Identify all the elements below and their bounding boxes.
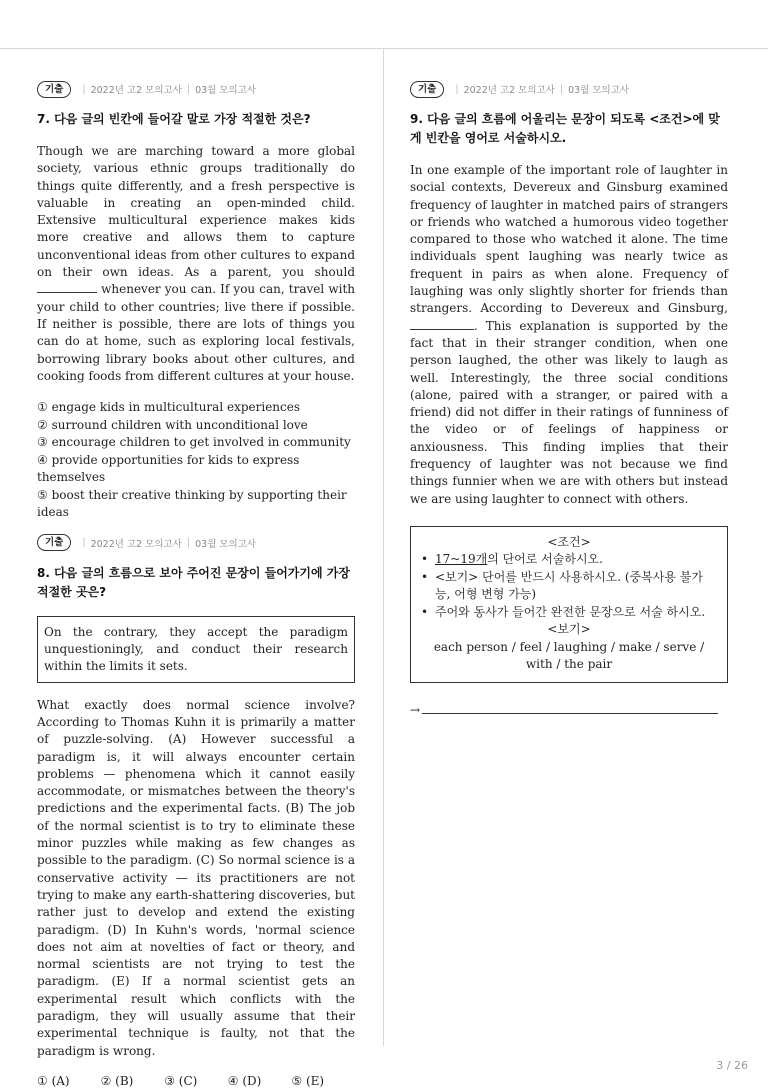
q9-title: 9. 다음 글의 흐름에 어울리는 문장이 되도록 <조건>에 맞게 빈칸을 영어로 서술하시오. xyxy=(410,112,720,145)
q9-passage-b: . This explanation is supported by the fact that in their stranger condition, when one person laughed, the other was likely to laugh as well. Interestingly, the three social conditions (alone, paired with a stranger, or paired with a friend) did not differ in their ratings of funniness of the video or of feelings of happiness or anxiousness. This finding implies that their frequency of laughter was not because we find things funnier when we are with others but instead we are using laughter to connect with others. xyxy=(410,318,728,506)
q7-exam: 03월 모의고사 xyxy=(195,85,257,96)
q7-option-3[interactable]: ③ encourage children to get involved in community xyxy=(37,435,351,450)
q9-answer-line[interactable] xyxy=(410,703,728,717)
q9-passage xyxy=(410,162,728,508)
bullet-icon: • xyxy=(421,604,429,619)
q7-passage xyxy=(37,143,355,385)
q8-title: 8. 다음 글의 흐름으로 보아 주어진 문장이 들어가기에 가장 적절한 곳은? xyxy=(37,565,350,599)
q8-choice-d[interactable]: ④ (D) xyxy=(227,1073,262,1088)
q8-passage: What exactly does normal science involve? According to Thomas Kuhn it is primarily a matter of puzzle-solving. (A) However successful a paradigm is, it will always encounter certain problems — phenomena which it cannot easily accommodate, or mismatches between the theory's predictions and the experimental facts. (B) The job of the normal scientist is to try to eliminate these minor puzzles while making as few changes as possible to the paradigm. (C) So normal science is a conservative activity — its practitioners are not trying to make any earth-shattering discoveries, but rather just to develop and extend the existing paradigm. (D) In Kuhn's words, 'normal science does not aim at novelties of fact or theory, and normal scientists are not trying to test the paradigm. (E) If a normal scientist gets an experimental result which conflicts with the paradigm, they will usually assume that their experimental technique is faulty, not that the paradigm is wrong. xyxy=(37,697,355,1058)
q8-choice-a[interactable]: ① (A) xyxy=(37,1073,70,1088)
q9-word-count: 17~19개 xyxy=(435,552,488,567)
q9-conditions-box xyxy=(410,526,728,683)
q8-badge: 기출 xyxy=(37,534,71,551)
q9-badge: 기출 xyxy=(410,81,444,98)
bullet-icon: • xyxy=(421,569,429,584)
q7-badge: 기출 xyxy=(37,81,71,98)
q7-option-5[interactable]: ⑤ boost their creative thinking by supporting their ideas xyxy=(37,487,347,520)
q9-bogi-title: <보기> xyxy=(547,622,591,637)
left-column xyxy=(37,80,355,1088)
q8-given-sentence: On the contrary, they accept the paradigm unquestioningly, and conduct their research within the limits it sets. xyxy=(37,616,355,683)
arrow-icon: → xyxy=(410,702,421,717)
q9-condition-2: • <보기> 단어를 반드시 사용하시오. (중복사용 불가능, 어형 변형 가능) xyxy=(421,569,717,604)
q7-source: 기출 | 2022년 고2 모의고사 | 03월 모의고사 xyxy=(37,80,355,98)
q7-blank xyxy=(37,281,97,293)
q9-answer-field[interactable] xyxy=(422,705,718,714)
page-number: 3 / 26 xyxy=(716,1059,748,1072)
q9-condition-1: • 17~19개의 단어로 서술하시오. xyxy=(421,551,717,569)
q8-exam: 03월 모의고사 xyxy=(195,538,257,550)
q9-year: 2022년 고2 모의고사 xyxy=(463,85,555,96)
column-divider xyxy=(383,48,384,1046)
q8-choice-e[interactable]: ⑤ (E) xyxy=(291,1073,325,1088)
q7-option-1[interactable]: ① engage kids in multicultural experiences xyxy=(37,400,301,415)
header-rule xyxy=(0,48,768,49)
q7-passage-b: whenever you can. If you can, travel with your child to other countries; live there if possible. If neither is possible, there are lots of things you can do at home, such as exploring local festivals, borrowing library books about other cultures, and cooking foods from different cultures at your house. xyxy=(37,282,355,383)
q9-bogi-words: each person / feel / laughing / make / serve / with / the pair xyxy=(433,639,705,672)
q7-title: 7. 다음 글의 빈칸에 들어갈 말로 가장 적절한 것은? xyxy=(37,112,311,126)
q9-blank[interactable] xyxy=(410,318,474,330)
right-column xyxy=(410,80,728,717)
q7-options xyxy=(37,399,355,522)
q8-source: 기출 | 2022년 고2 모의고사 | 03월 모의고사 xyxy=(37,534,355,552)
q9-source: 기출 | 2022년 고2 모의고사 | 03월 모의고사 xyxy=(410,80,728,98)
q9-exam: 03월 모의고사 xyxy=(568,85,630,96)
q7-passage-a: Though we are marching toward a more global society, various ethnic groups traditionally do things quite differently, and a fresh perspective is valuable in creating an open-minded child. Extensive multicultural experience makes kids more creative and allows them to capture unconventional ideas from other cultures to expand on their own ideas. As a parent, you should xyxy=(37,144,355,280)
bullet-icon: • xyxy=(421,552,429,567)
q8-choice-c[interactable]: ③ (C) xyxy=(164,1073,198,1088)
q8-choice-b[interactable]: ② (B) xyxy=(100,1073,134,1088)
q7-option-4[interactable]: ④ provide opportunities for kids to express themselves xyxy=(37,452,300,485)
q9-conditions-title: <조건> xyxy=(547,534,591,549)
q8-year: 2022년 고2 모의고사 xyxy=(90,538,182,550)
q7-year: 2022년 고2 모의고사 xyxy=(90,85,182,96)
q9-condition-3: • 주어와 동사가 들어간 완전한 문장으로 서술 하시오. xyxy=(421,604,717,622)
q9-passage-a: In one example of the important role of laughter in social contexts, Devereux and Ginsburg examined frequency of laughter in matched pairs of strangers or friends who watched a humorous video together compared to those who watched it alone. The time individuals spent laughing was nearly twice as frequent in pairs as when alone. Frequency of laughing was only slightly shorter for friends than strangers. According to Devereux and Ginsburg, xyxy=(410,163,728,316)
q7-option-2[interactable]: ② surround children with unconditional love xyxy=(37,417,308,432)
